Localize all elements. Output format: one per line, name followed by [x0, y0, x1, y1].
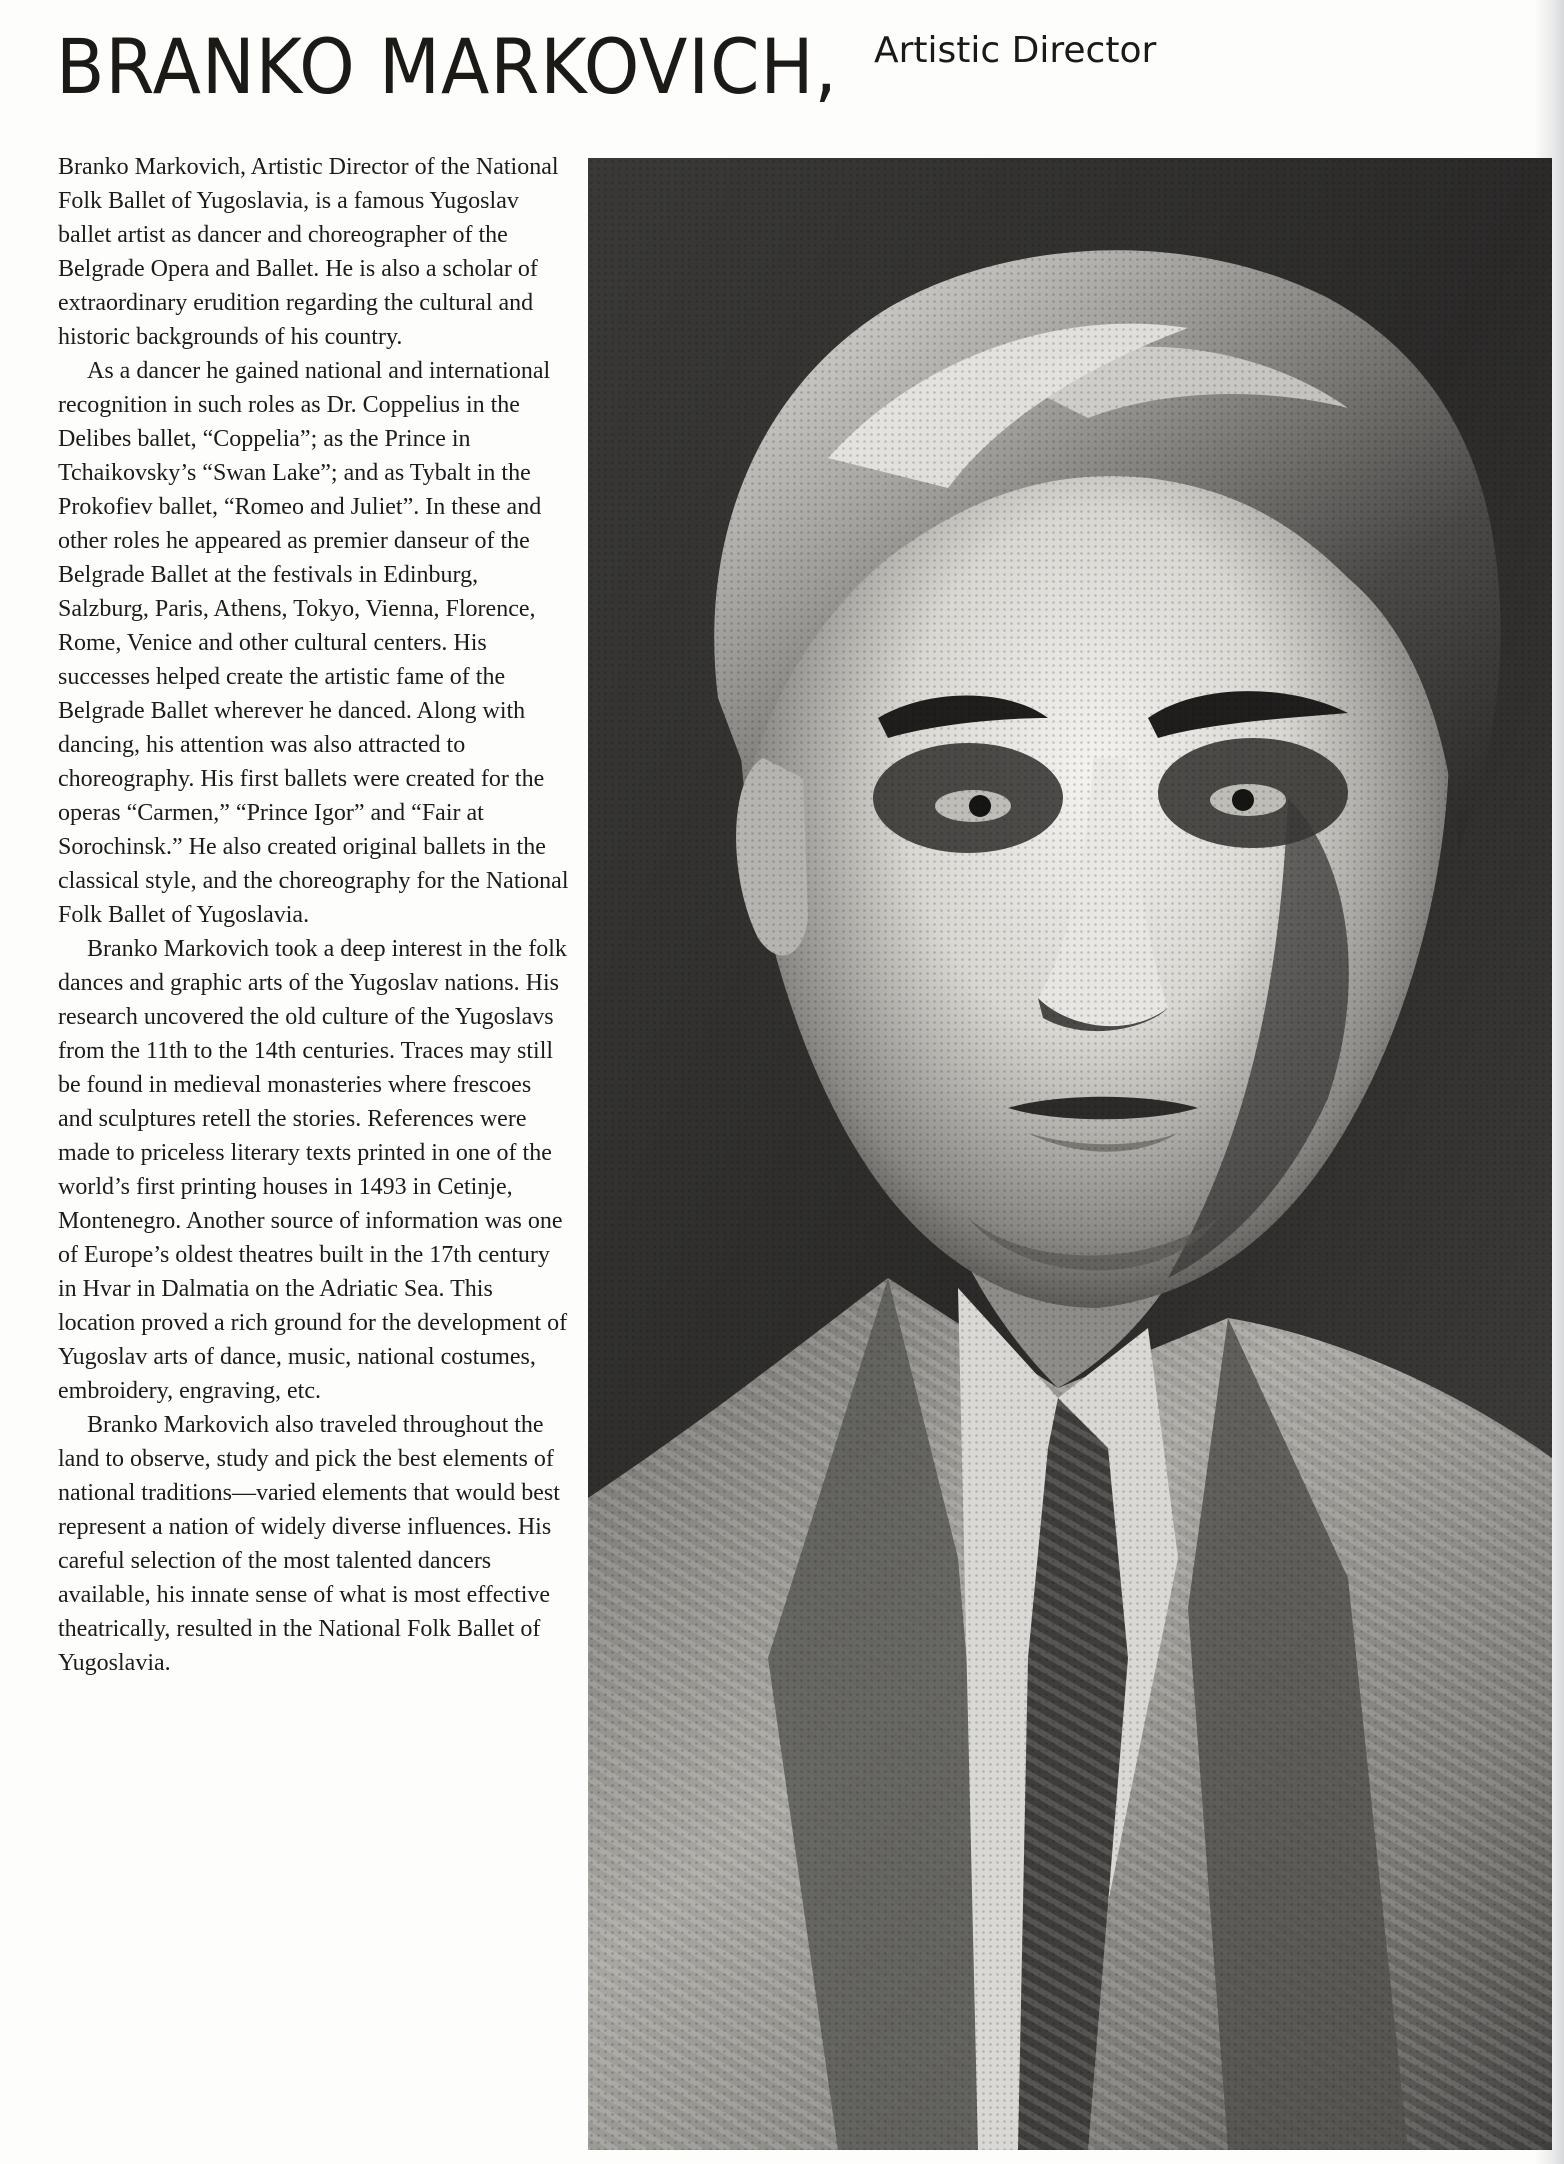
- article-paragraph-1: Branko Markovich, Artistic Director of the National Folk Ballet of Yugoslavia, is a famous Yugoslav ballet artist as dancer and choreographer of the Belgrade Opera and Ballet. He is also a scholar of extraordinary erudition regarding the cultural and historic backgrounds of his country.: [58, 154, 559, 350]
- article-paragraph-4: Branko Markovich also traveled throughout the land to observe, study and pick the best elements of national traditions—varied elements that would best represent a nation of widely diverse influences. His careful selection of the most talented dancers available, his innate sense of what is most effective theatrically, resulted in the National Folk Ballet of Yugoslavia.: [58, 1412, 560, 1676]
- page-header: [56, 22, 897, 122]
- page-title: BRANKO MARKOVICH,: [56, 22, 838, 111]
- article-paragraph-3: Branko Markovich took a deep interest in the folk dances and graphic arts of the Yugoslav nations. His research uncovered the old culture of the Yugoslavs from the 11th to the 14th centuries. Traces may still be found in medieval monasteries where frescoes and sculptures retell the stories. References were made to priceless literary texts printed in one of the world’s first printing houses in 1493 in Cetinje, Montenegro. Another source of information was one of Europe’s oldest theatres built in the 17th century in Hvar in Dalmatia on the Adriatic Sea. This location proved a rich ground for the development of Yugoslav arts of dance, music, national costumes, embroidery, engraving, etc.: [58, 936, 568, 1404]
- portrait-image: [588, 158, 1552, 2150]
- article-body: [58, 150, 570, 1680]
- portrait-photo: [588, 158, 1552, 2150]
- article-paragraph-2: As a dancer he gained national and international recognition in such roles as Dr. Coppelius in the Delibes ballet, “Coppelia”; as the Prince in Tchaikovsky’s “Swan Lake”; and as Tybalt in the Prokofiev ballet, “Romeo and Juliet”. In these and other roles he appeared as premier danseur of the Belgrade Ballet at the festivals in Edinburg, Salzburg, Paris, Athens, Tokyo, Vienna, Florence, Rome, Venice and other cultural centers. His successes helped create the artistic fame of the Belgrade Ballet wherever he danced. Along with dancing, his attention was also attracted to choreography. His first ballets were created for the operas “Carmen,” “Prince Igor” and “Fair at Sorochinsk.” He also created original ballets in the classical style, and the choreography for the National Folk Ballet of Yugoslavia.: [58, 358, 569, 928]
- page-subtitle: Artistic Director: [874, 30, 1157, 71]
